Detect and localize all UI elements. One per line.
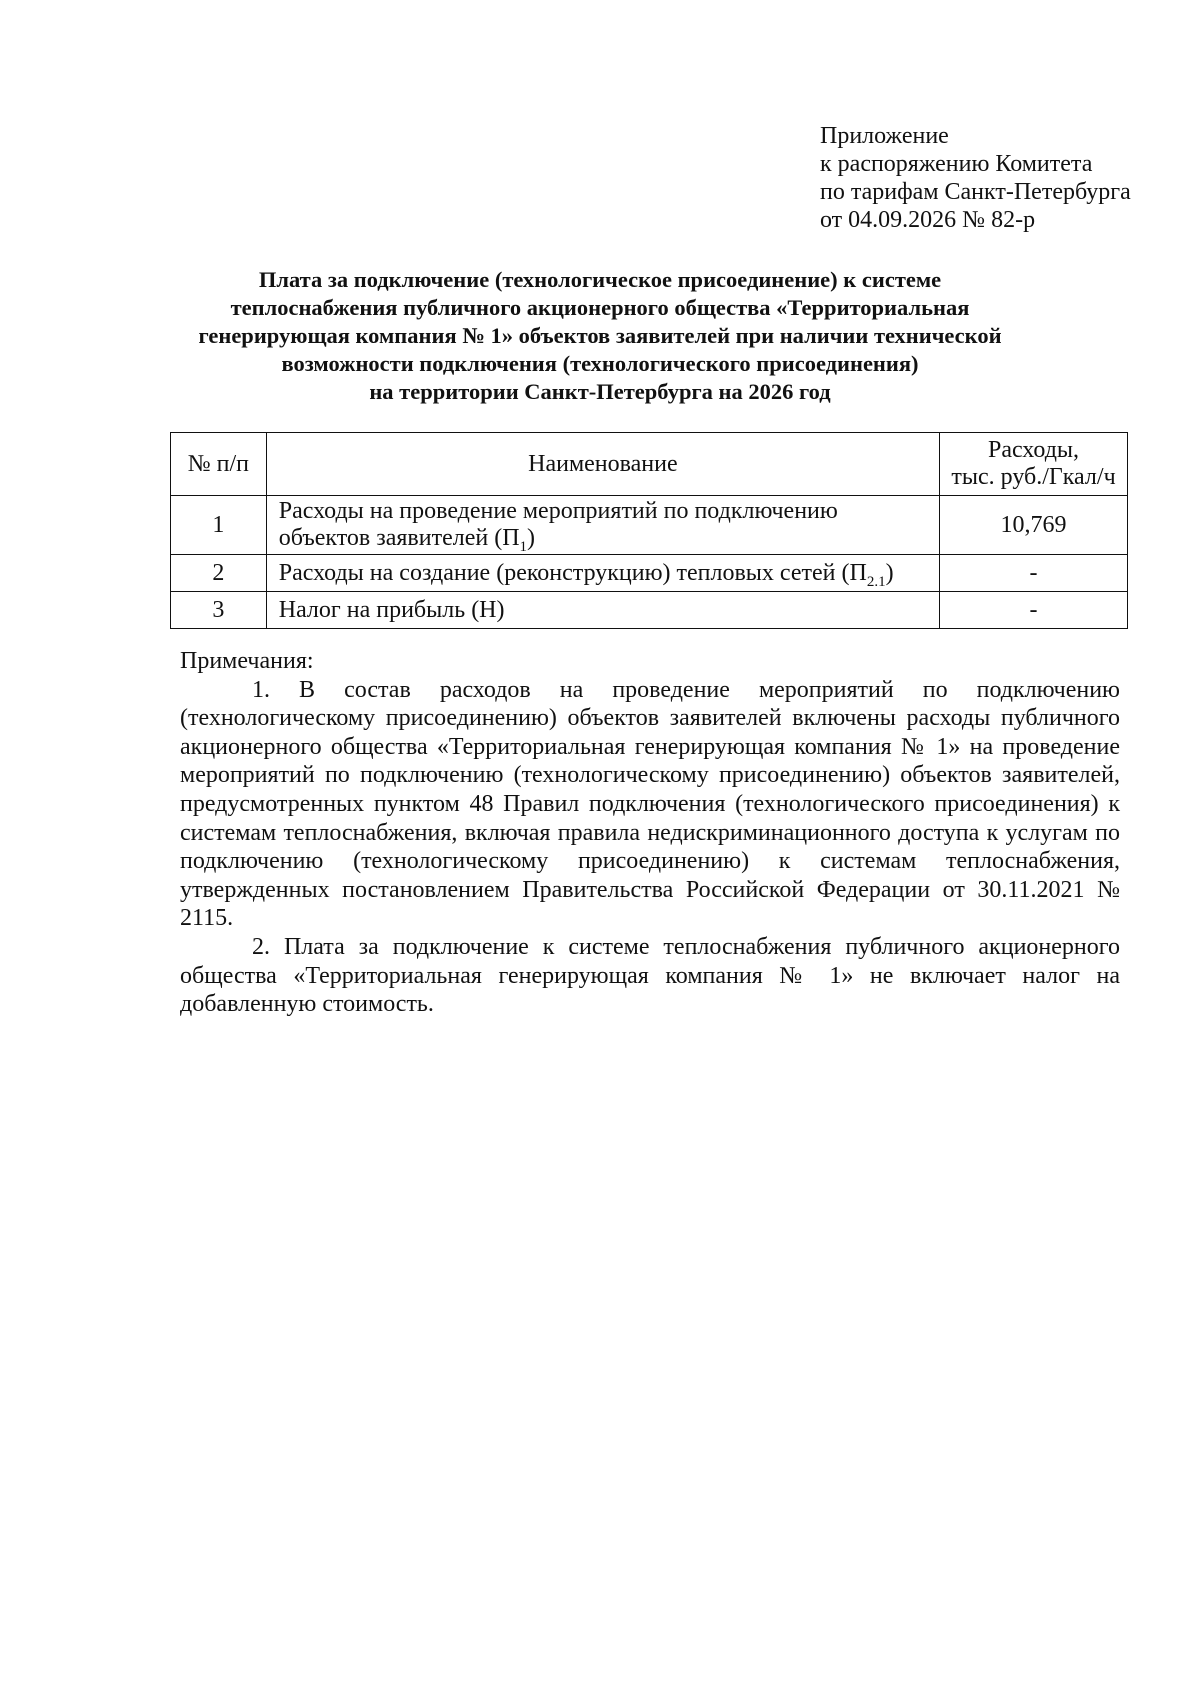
row-number: 3 [171, 592, 267, 629]
note-paragraph: 1. В состав расходов на проведение мероприятий по подключению (технологическому присоединению) объектов заявителей включены расходы публичного акционерного общества «Территориальная генерирующая компания № 1» на проведение мероприятий по подключению (технологическому присоединению) объектов заявителей, предусмотренных пунктом 48 Правил подключения (технологического присоединения) к системам теплоснабжения, включая правила недискриминационного доступа к услугам по подключению (технологическому присоединению) к системам теплоснабжения, утвержденных постановлением Правительства Российской Федерации от 30.11.2021 № 2115. [180, 676, 1120, 932]
header-expenses-line: Расходы, [987, 437, 1080, 463]
notes-section [180, 647, 1120, 1019]
note-paragraph: 2. Плата за подключение к системе теплоснабжения публичного акционерного общества «Территориальная генерирующая компания № 1» не включает налог на добавленную стоимость. [180, 933, 1120, 1018]
row-name-subscript: 1 [519, 538, 528, 555]
row-value: 10,769 [940, 496, 1128, 555]
row-name-line: Расходы на проведение мероприятий по подключению [278, 498, 838, 524]
appendix-line: к распоряжению Комитета [820, 151, 1093, 177]
table-header-row [171, 433, 1128, 496]
appendix-line: по тарифам Санкт-Петербурга [820, 179, 1131, 205]
title-line: возможности подключения (технологического присоединения) [281, 351, 919, 376]
fees-table [170, 432, 1128, 629]
row-name-text: Расходы на создание (реконструкцию) тепловых сетей (П [278, 559, 867, 586]
row-name [266, 555, 939, 592]
row-number: 2 [171, 555, 267, 592]
row-name-tail: ) [527, 525, 536, 551]
header-expenses-unit: тыс. руб./Гкал/ч [951, 464, 1116, 490]
appendix-line: Приложение [820, 123, 949, 149]
row-name [266, 496, 939, 555]
row-name-line: объектов заявителей (П [278, 525, 520, 551]
row-value: - [940, 592, 1128, 629]
title-line: теплоснабжения публичного акционерного общества «Территориальная [230, 295, 970, 320]
title-line: генерирующая компания № 1» объектов заявителей при наличии технической [198, 323, 1002, 348]
row-number: 1 [171, 496, 267, 555]
row-name: Налог на прибыль (Н) [266, 592, 939, 629]
header-expenses [940, 433, 1128, 496]
appendix-date-number: от 04.09.2026 № 82-р [820, 207, 1036, 233]
notes-label: Примечания: [180, 648, 314, 674]
header-name: Наименование [266, 433, 939, 496]
row-value: - [940, 555, 1128, 592]
title-line: на территории Санкт-Петербурга на 2026 год [369, 379, 831, 404]
table-row [171, 592, 1128, 629]
row-name-subscript: 2.1 [866, 573, 886, 590]
header-number: № п/п [171, 433, 267, 496]
document-title [150, 266, 1050, 406]
appendix-block [820, 122, 1131, 234]
title-line: Плата за подключение (технологическое присоединение) к системе [258, 267, 942, 292]
table-row [171, 496, 1128, 555]
table-row [171, 555, 1128, 592]
row-name-tail: ) [885, 559, 894, 586]
